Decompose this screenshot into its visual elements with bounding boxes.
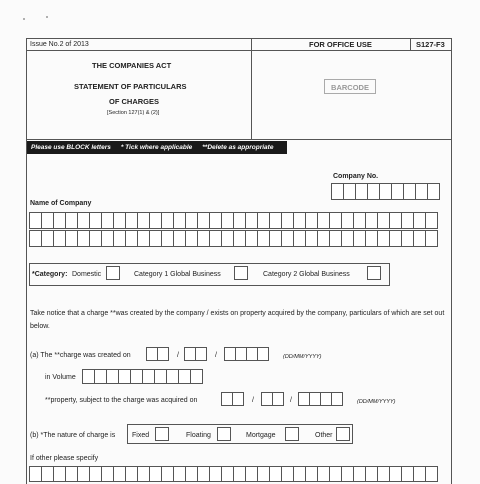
office-use-divider: [251, 38, 252, 139]
nature-other-checkbox[interactable]: [336, 427, 350, 441]
volume-label: in Volume: [45, 374, 76, 381]
company-no-label: Company No.: [333, 173, 379, 180]
company-name-field-line1[interactable]: [29, 212, 438, 229]
issue-number: Issue No.2 of 2013: [30, 41, 89, 48]
char-cell[interactable]: [427, 183, 440, 200]
instruction-bar: [27, 141, 287, 154]
section-reference: [Section 127(1) & (2)]: [107, 110, 160, 116]
date-slash: /: [290, 397, 292, 404]
other-specify-label: If other please specify: [30, 455, 99, 462]
char-cell[interactable]: [425, 212, 438, 229]
char-cell[interactable]: [425, 230, 438, 247]
char-cell[interactable]: [257, 347, 269, 361]
category-domestic-checkbox[interactable]: [106, 266, 120, 280]
form-code: S127-F3: [416, 40, 445, 49]
instruction-tick: * Tick where applicable: [120, 144, 193, 151]
category-option-1-label: Category 1 Global Business: [134, 271, 221, 278]
acquired-month-field[interactable]: [261, 392, 284, 406]
scan-speck: [46, 16, 48, 18]
category-label: *Category:: [32, 271, 68, 278]
nature-floating-checkbox[interactable]: [217, 427, 231, 441]
category-1-checkbox[interactable]: [234, 266, 248, 280]
scan-speck: [23, 18, 25, 20]
created-day-field[interactable]: [146, 347, 169, 361]
charge-created-label: (a) The **charge was created on: [30, 352, 131, 359]
category-option-domestic-label: Domestic: [72, 271, 102, 278]
created-year-field[interactable]: [224, 347, 269, 361]
notice-text: Take notice that a charge **was created by the company / exists on property acquired by the company, particulars of which are set out below.: [30, 310, 445, 330]
nature-mortgage-label: Mortgage: [246, 432, 276, 439]
created-month-field[interactable]: [184, 347, 207, 361]
instruction-delete: **Delete as appropriate: [202, 144, 274, 151]
property-acquired-label: **property, subject to the charge was acquired on: [45, 397, 198, 404]
nature-floating-label: Floating: [186, 432, 211, 439]
company-no-field[interactable]: [331, 183, 440, 200]
header-divider: [26, 50, 451, 51]
category-2-checkbox[interactable]: [367, 266, 381, 280]
instruction-block-letters: Please use BLOCK letters: [31, 144, 111, 151]
volume-field[interactable]: [82, 369, 203, 384]
date-slash: /: [215, 352, 217, 359]
nature-other-label: Other: [315, 432, 333, 439]
category-option-2-label: Category 2 Global Business: [263, 271, 350, 278]
form-code-divider: [410, 38, 411, 50]
nature-of-charge-label: (b) *The nature of charge is: [30, 432, 116, 439]
act-title: THE COMPANIES ACT: [92, 61, 172, 70]
form-title-line1: STATEMENT OF PARTICULARS: [74, 82, 187, 91]
acquired-day-field[interactable]: [221, 392, 244, 406]
date-slash: /: [252, 397, 254, 404]
char-cell[interactable]: [190, 369, 203, 384]
char-cell[interactable]: [157, 347, 169, 361]
form-frame: [26, 38, 452, 484]
nature-mortgage-checkbox[interactable]: [285, 427, 299, 441]
char-cell[interactable]: [232, 392, 244, 406]
char-cell[interactable]: [272, 392, 284, 406]
nature-fixed-checkbox[interactable]: [155, 427, 169, 441]
char-cell[interactable]: [331, 392, 343, 406]
company-name-field-line2[interactable]: [29, 230, 438, 247]
barcode-placeholder: BARCODE: [324, 79, 376, 94]
date-format-hint: (DD/MM/YYYY): [283, 354, 322, 360]
form-title-line2: OF CHARGES: [109, 97, 160, 106]
date-slash: /: [177, 352, 179, 359]
nature-fixed-label: Fixed: [132, 432, 150, 439]
company-name-label: Name of Company: [30, 200, 92, 207]
date-format-hint: (DD/MM/YYYY): [357, 399, 396, 405]
acquired-year-field[interactable]: [298, 392, 343, 406]
title-divider: [26, 139, 451, 140]
office-use-label: FOR OFFICE USE: [309, 40, 372, 49]
char-cell[interactable]: [195, 347, 207, 361]
